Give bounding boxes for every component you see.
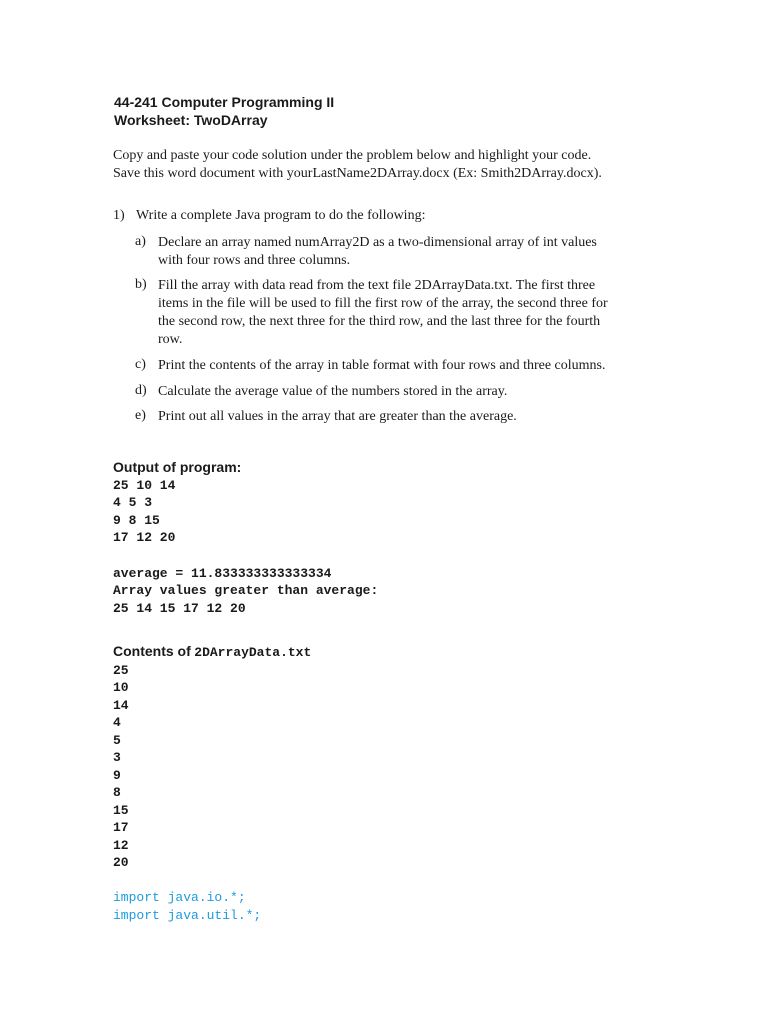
intro-line-1: Copy and paste your code solution under the problem below and highlight your code. — [113, 148, 592, 163]
greater-label: Array values greater than average: — [113, 583, 379, 598]
greater-values: 25 14 15 17 12 20 — [113, 601, 246, 616]
question-number: 1) — [113, 208, 125, 223]
contents-value: 3 — [113, 750, 121, 765]
output-row-2: 4 5 3 — [113, 495, 153, 510]
item-e-line-1: Print out all values in the array that are greater than the average. — [158, 409, 517, 424]
worksheet-title: Worksheet: TwoDArray — [114, 112, 268, 128]
question-text: Write a complete Java program to do the following: — [136, 208, 426, 223]
contents-value: 20 — [113, 855, 129, 870]
output-heading: Output of program: — [113, 459, 242, 475]
item-b-line-4: row. — [158, 332, 183, 347]
output-row-4: 17 12 20 — [113, 530, 176, 545]
item-a-letter: a) — [135, 234, 146, 249]
contents-value: 12 — [113, 838, 129, 853]
item-b-letter: b) — [135, 277, 147, 292]
output-row-3: 9 8 15 — [113, 513, 160, 528]
contents-value: 5 — [113, 733, 121, 748]
item-a-line-1: Declare an array named numArray2D as a two-dimensional array of int values — [158, 235, 597, 250]
contents-value: 25 — [113, 663, 129, 678]
contents-filename: 2DArrayData.txt — [194, 645, 312, 660]
code-line-2: import java.util.*; — [113, 908, 262, 923]
contents-heading — [113, 643, 311, 661]
item-d-letter: d) — [135, 383, 147, 398]
contents-value: 8 — [113, 785, 121, 800]
contents-heading-prefix: Contents of — [113, 643, 191, 659]
contents-value: 14 — [113, 698, 129, 713]
contents-value: 17 — [113, 820, 129, 835]
item-b-line-3: the second row, the next three for the third row, and the last three for the fourth — [158, 314, 601, 329]
course-title: 44-241 Computer Programming II — [114, 94, 335, 110]
intro-line-2: Save this word document with yourLastName2DArray.docx (Ex: Smith2DArray.docx). — [113, 166, 602, 181]
code-line-1: import java.io.*; — [113, 890, 246, 905]
contents-value: 15 — [113, 803, 129, 818]
item-c-line-1: Print the contents of the array in table format with four rows and three columns. — [158, 358, 606, 373]
item-d-line-1: Calculate the average value of the numbers stored in the array. — [158, 384, 508, 399]
item-a-line-2: with four rows and three columns. — [158, 253, 351, 268]
output-row-1: 25 10 14 — [113, 478, 176, 493]
average-line: average = 11.833333333333334 — [113, 566, 332, 581]
item-e-letter: e) — [135, 408, 146, 423]
item-c-letter: c) — [135, 357, 146, 372]
contents-value: 9 — [113, 768, 121, 783]
contents-value: 4 — [113, 715, 121, 730]
item-b-line-2: items in the file will be used to fill the first row of the array, the second three for — [158, 296, 608, 311]
item-b-line-1: Fill the array with data read from the text file 2DArrayData.txt. The first three — [158, 278, 596, 293]
contents-value: 10 — [113, 680, 129, 695]
